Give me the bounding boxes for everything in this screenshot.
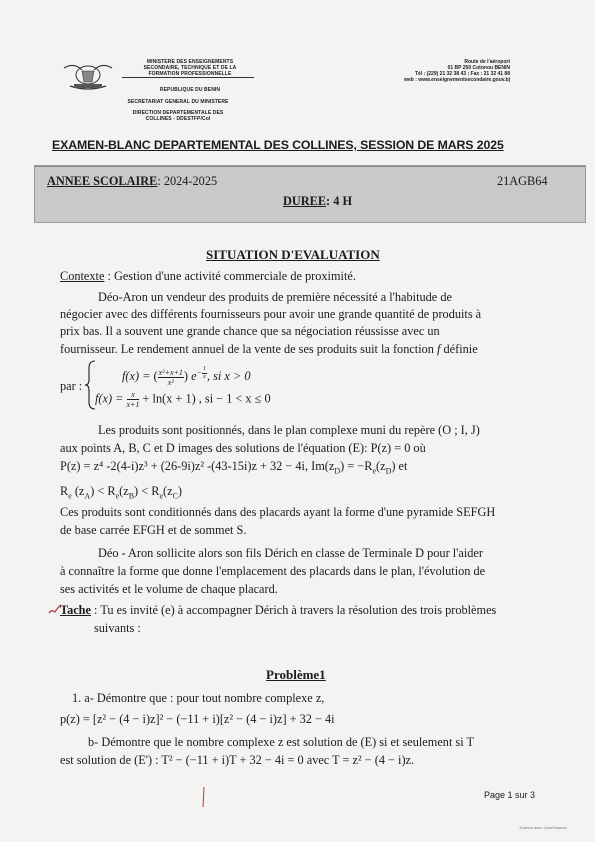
direction-line: DIRECTION DEPARTEMENTALE DES — [132, 110, 224, 116]
ministry-address — [340, 59, 510, 83]
para4-line: ses activités et le volume de chaque placard. — [60, 582, 278, 596]
school-year — [47, 174, 217, 189]
para3-line: Ces produits sont conditionnés dans des placards ayant la forme d'une pyramide SEFGH — [60, 505, 496, 519]
direction-label — [98, 110, 258, 122]
contexte-label: Contexte — [60, 269, 105, 283]
para1-line: prix bas. Il a souvent une grande chance que sa négociation réussisse avec un — [60, 324, 440, 338]
para4-line: à connaître la forme que donne l'emplacement des placards dans le plan, l'évolution de — [60, 564, 486, 578]
ministry-line: MINISTERE DES ENSEIGNEMENTS — [146, 59, 234, 65]
para4-line: Déo - Aron sollicite alors son fils Dérich en classe de Terminale D pour l'aider — [98, 546, 483, 560]
address-line: web : www.enseignementsecondaire.gouv.bj — [404, 77, 510, 83]
duration-value: : 4 H — [326, 194, 353, 208]
piecewise-lhs: f(x) = — [95, 391, 127, 406]
piecewise-line-2: f(x) = $\frac{x}{x+1}$ + ln(x + 1) , si − 1 < x ≤ 0 — [95, 390, 271, 409]
scanner-watermark: Scanné avec CamScanner — [519, 825, 567, 830]
para1-line: Déo-Aron un vendeur des produits de première nécessité a l'habitude de — [98, 290, 452, 304]
para2-line: aux points A, B, C et D images des solutions de l'équation (E): P(z) = 0 où — [60, 441, 426, 455]
ministry-line: SECONDAIRE, TECHNIQUE ET DE LA — [143, 65, 237, 71]
exam-title: EXAMEN-BLANC DEPARTEMENTAL DES COLLINES, SESSION DE MARS 2025 — [52, 138, 504, 152]
school-year-value: : 2024-2025 — [157, 174, 218, 188]
republic-label: REPUBLIQUE DU BENIN — [159, 87, 221, 93]
situation-title: SITUATION D'EVALUATION — [206, 247, 380, 262]
ministry-line: FORMATION PROFESSIONNELLE — [148, 71, 232, 77]
question-1b: est solution de (E') : T² − (−11 + i)T + 32 − 4i = 0 avec T = z² − (4 − i)z. — [60, 753, 415, 767]
address-line: 01 BP 250 Cotonou BENIN — [447, 65, 510, 71]
polynomial-tail: et — [398, 459, 408, 473]
exam-info-box — [34, 165, 586, 223]
par-label: par : — [60, 379, 83, 393]
question-1a-formula: p(z) = [z² − (4 − i)z]² − (−11 + i)[z² − (4 − i)z] + 32 − 4i — [60, 712, 335, 726]
para3-line: de base carrée EFGH et de sommet S. — [60, 523, 247, 537]
school-year-label: ANNEE SCOLAIRE — [47, 174, 158, 188]
secretariat-label: SECRETARIAT GENERAL DU MINISTERE — [127, 99, 229, 105]
address-line: Route de l'aéroport — [464, 59, 510, 65]
tache-line — [60, 602, 496, 620]
para1-line: négocier avec des différents fournisseurs pour avoir une grande quantité de produits à — [60, 307, 482, 321]
function-name: f — [437, 342, 441, 356]
piecewise-condition: , si x > 0 — [206, 369, 251, 384]
para1-text: fournisseur. Le rendement annuel de la vente de ses produits suit la fonction — [60, 342, 434, 356]
page-number: Page 1 sur 3 — [483, 790, 535, 800]
exam-code: 21AGB64 — [497, 174, 548, 188]
exam-duration — [283, 194, 352, 209]
polynomial-line: P(z) = z⁴ -2(4-i)z³ + (26-9i)z² -(43-15i)z + 32 − 4i, $Im(z_D) = -R_e(z_D)$ et — [60, 459, 408, 476]
duration-label: DUREE — [283, 194, 327, 208]
tache-line: suivants : — [94, 621, 141, 635]
contexte-text: : Gestion d'une activité commerciale de proximité. — [104, 269, 356, 283]
benin-coat-of-arms-logo — [60, 58, 116, 92]
polynomial-text: P(z) = z⁴ -2(4-i)z³ + (26-9i)z² -(43-15i)z + 32 − 4i, Im(z — [60, 459, 335, 473]
question-1a: 1. a- Démontre que : pour tout nombre complexe z, — [72, 691, 325, 705]
ministry-name — [120, 59, 260, 77]
direction-line: COLLINES - DDESTFP/Col — [145, 116, 211, 122]
contexte-line — [60, 268, 356, 286]
piecewise-lhs: f(x) = — [122, 369, 154, 384]
question-1b: b- Démontre que le nombre complexe z est solution de (E) si et seulement si T — [88, 735, 474, 749]
tache-label: Tache — [60, 603, 91, 617]
para2-line: Les produits sont positionnés, dans le plan complexe muni du repère (O ; I, J) — [98, 423, 480, 437]
piecewise-rest: + ln(x + 1) , si − 1 < x ≤ 0 — [139, 391, 271, 406]
order-line: $R_e$ $(z_A) < R_e(z_B) < R_e(z_C)$ — [60, 484, 183, 501]
order-text: R — [60, 484, 69, 498]
red-pen-mark — [201, 786, 207, 808]
para1-line — [60, 341, 478, 359]
header-divider — [122, 77, 254, 78]
tache-text: : Tu es invité (e) à accompagner Dérich à travers la résolution des trois problèmes — [90, 603, 497, 617]
piecewise-line-1: f(x) = ( $\frac{\text{x²+x+1}}{\text{x²}}$ ) $e^{- \frac{1}{x}}$ , si x > 0 — [122, 365, 251, 387]
probleme-title: Problème1 — [266, 667, 326, 682]
address-line: Tél : (229) 21 32 38 43 ; Fax : 21 32 41 88 — [414, 71, 510, 77]
para1-end: définie — [440, 342, 478, 356]
